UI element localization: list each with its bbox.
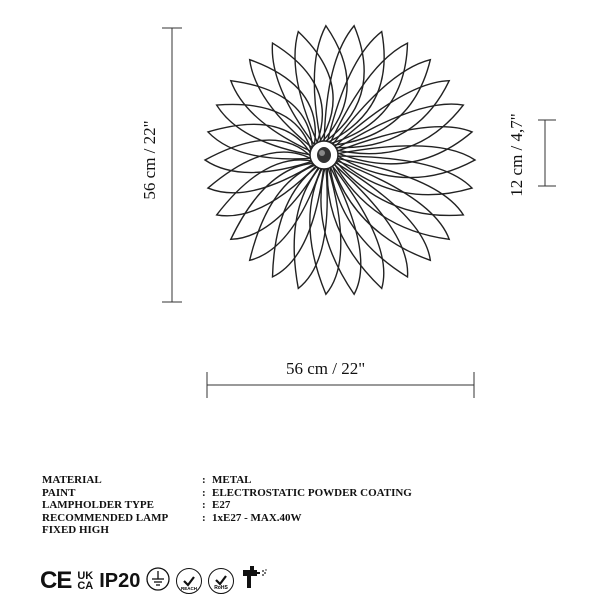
spec-row-material	[42, 474, 412, 487]
rohs-badge-icon	[208, 568, 234, 594]
spec-row-fixed-high	[42, 524, 412, 537]
spec-label: LAMPHOLDER TYPE	[42, 499, 154, 511]
spray-gun-icon	[240, 566, 268, 596]
ce-mark-icon: CE	[40, 567, 72, 594]
spec-label: PAINT	[42, 486, 76, 499]
height-dimension-label: 56 cm / 22"	[140, 120, 159, 200]
height-dimension-line	[162, 28, 182, 302]
certification-marks	[40, 566, 268, 596]
spec-row-paint	[42, 487, 412, 500]
width-dimension-label: 56 cm / 22"	[286, 359, 366, 378]
wire-petal	[217, 160, 319, 216]
spec-label: RECOMMENDED LAMP	[42, 511, 169, 524]
spec-separator: :	[202, 474, 206, 486]
ukca-mark-icon: UK CA	[77, 570, 94, 592]
spec-label: MATERIAL	[42, 474, 102, 486]
lamp-socket	[310, 141, 338, 169]
svg-text:REACH: REACH	[181, 586, 198, 591]
spec-separator: :	[202, 511, 206, 524]
spec-separator: :	[202, 486, 206, 499]
svg-text:RoHS: RoHS	[214, 585, 229, 591]
spec-value: E27	[212, 499, 231, 511]
depth-dimension-line	[538, 120, 556, 186]
wire-petal	[329, 162, 407, 277]
spec-value: 1xE27 - MAX.40W	[212, 511, 302, 524]
spec-value: ELECTROSTATIC POWDER COATING	[212, 486, 412, 499]
reach-badge-icon	[176, 568, 202, 594]
spec-label: FIXED HIGH	[42, 524, 109, 536]
spec-value: METAL	[212, 474, 252, 486]
depth-dimension-label: 12 cm / 4,7"	[507, 113, 526, 197]
wire-petal	[332, 156, 463, 215]
spec-row-recommended-lamp	[42, 512, 412, 525]
ground-icon	[146, 567, 170, 595]
spec-separator: :	[202, 499, 206, 511]
spec-list	[42, 474, 412, 537]
wire-petal	[231, 81, 317, 154]
spec-row-lampholder	[42, 499, 412, 512]
lamp-wire-petals	[205, 26, 475, 295]
ip20-label: IP20	[99, 569, 141, 592]
